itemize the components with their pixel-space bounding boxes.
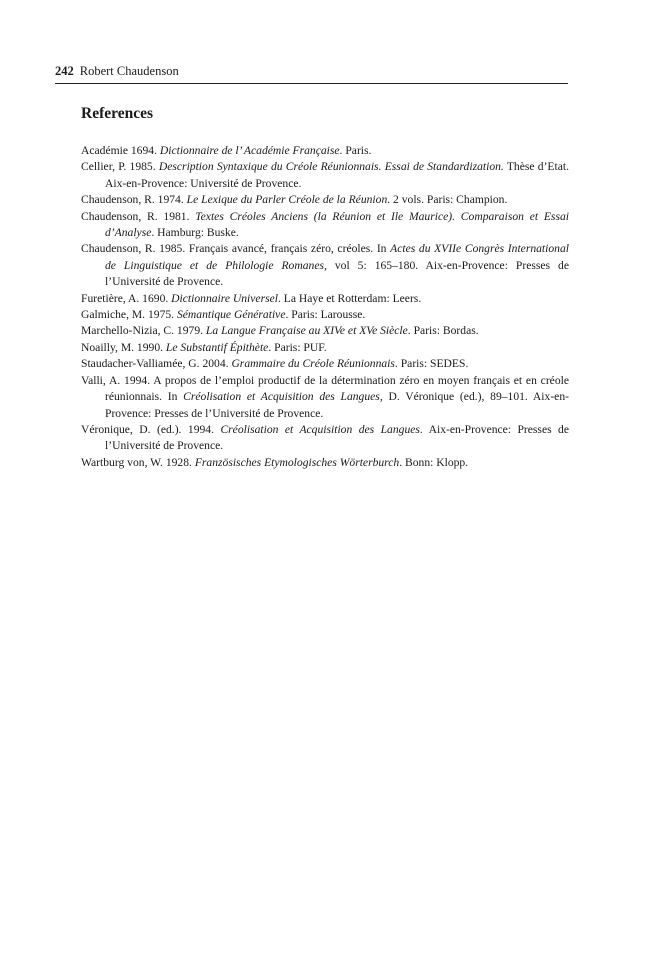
- reference-tail: , vol 5: 165–180. Aix-en-Provence: Presses de l’Université de Provence.: [105, 258, 569, 289]
- reference-tail: . Aix-en-Provence: Presses de l’Université de Provence.: [105, 422, 569, 453]
- reference-title: Französisches Etymologisches Wörterburch: [194, 455, 400, 469]
- reference-tail: . Paris.: [339, 144, 372, 157]
- reference-tail: . Bonn: Klopp.: [399, 455, 469, 469]
- reference-lead: Chaudenson, R. 1981.: [81, 209, 196, 223]
- reference-tail: . Hamburg: Buske.: [151, 226, 239, 240]
- reference-lead: Académie 1694.: [81, 144, 160, 157]
- reference-lead: Chaudenson, R. 1974.: [81, 193, 187, 207]
- reference-tail: . Paris: PUF.: [268, 340, 327, 354]
- reference-tail: , D. Véronique (ed.), 89–101. Aix-en-Provence: Presses de l’Université de Provence.: [105, 390, 569, 420]
- reference-item: [81, 455, 569, 471]
- reference-title: Dictionnaire de l’ Académie Française: [159, 144, 340, 157]
- reference-tail: . Paris: SEDES.: [394, 357, 469, 371]
- reference-lead: Wartburg von, W. 1928.: [81, 455, 195, 469]
- reference-tail: . Paris: Bordas.: [407, 324, 479, 338]
- reference-item: [81, 192, 569, 208]
- reference-item: [81, 209, 569, 242]
- reference-title: Le Lexique du Parler Créole de la Réunion: [186, 193, 388, 207]
- reference-title: Le Substantif Épithète: [165, 340, 269, 354]
- reference-lead: Véronique, D. (ed.). 1994.: [81, 422, 221, 436]
- reference-tail: Thèse d’Etat. Aix-en-Provence: Université de Provence.: [105, 160, 569, 190]
- section-title: References: [81, 105, 154, 122]
- reference-lead: Marchello-Nizia, C. 1979.: [81, 324, 206, 338]
- reference-title: Description Syntaxique du Créole Réunionnais. Essai de Standardization.: [158, 160, 504, 174]
- reference-item: [81, 373, 569, 422]
- reference-title: Grammaire du Créole Réunionnais: [231, 357, 395, 371]
- reference-item: [81, 241, 569, 290]
- reference-title: Dictionnaire Universel: [171, 291, 278, 305]
- reference-lead: Chaudenson, R. 1985. Français avancé, français zéro, créoles. In: [81, 242, 391, 256]
- reference-title: Actes du XVIIe Congrès International de Linguistique et de Philologie Romanes: [105, 242, 569, 272]
- reference-lead: Galmiche, M. 1975.: [81, 308, 177, 322]
- reference-title: Créolisation et Acquisition des Langues: [220, 422, 420, 436]
- reference-item: [81, 307, 569, 323]
- reference-item: [81, 143, 569, 159]
- reference-tail: . La Haye et Rotterdam: Leers.: [277, 291, 422, 305]
- running-head: [55, 62, 568, 84]
- reference-item: [81, 356, 569, 372]
- reference-lead: Valli, A. 1994. A propos de l’emploi productif de la détermination zéro en moyen français et en créole réunionnais. In: [81, 373, 569, 404]
- reference-lead: Staudacher-Valliamée, G. 2004.: [81, 357, 232, 371]
- running-head-author: Robert Chaudenson: [79, 64, 179, 78]
- reference-item: [81, 159, 569, 192]
- reference-item: [81, 291, 569, 307]
- reference-list: [81, 143, 569, 471]
- reference-title: Sémantique Générative: [176, 308, 286, 322]
- reference-title: Créolisation et Acquisition des Langues: [183, 390, 380, 404]
- reference-lead: Noailly, M. 1990.: [81, 340, 166, 354]
- reference-title: Textes Créoles Anciens (la Réunion et Ile Maurice). Comparaison et Essai d’Analyse: [105, 209, 569, 240]
- reference-lead: Cellier, P. 1985.: [81, 160, 159, 174]
- reference-tail: . Paris: Larousse.: [285, 308, 366, 322]
- reference-item: [81, 340, 569, 356]
- reference-lead: Furetière, A. 1690.: [81, 291, 172, 305]
- page-number: 242: [55, 64, 74, 78]
- reference-item: [81, 422, 569, 455]
- reference-title: La Langue Française au XIVe et XVe Siècle: [205, 324, 408, 338]
- reference-item: [81, 323, 569, 339]
- reference-tail: . 2 vols. Paris: Champion.: [387, 193, 508, 207]
